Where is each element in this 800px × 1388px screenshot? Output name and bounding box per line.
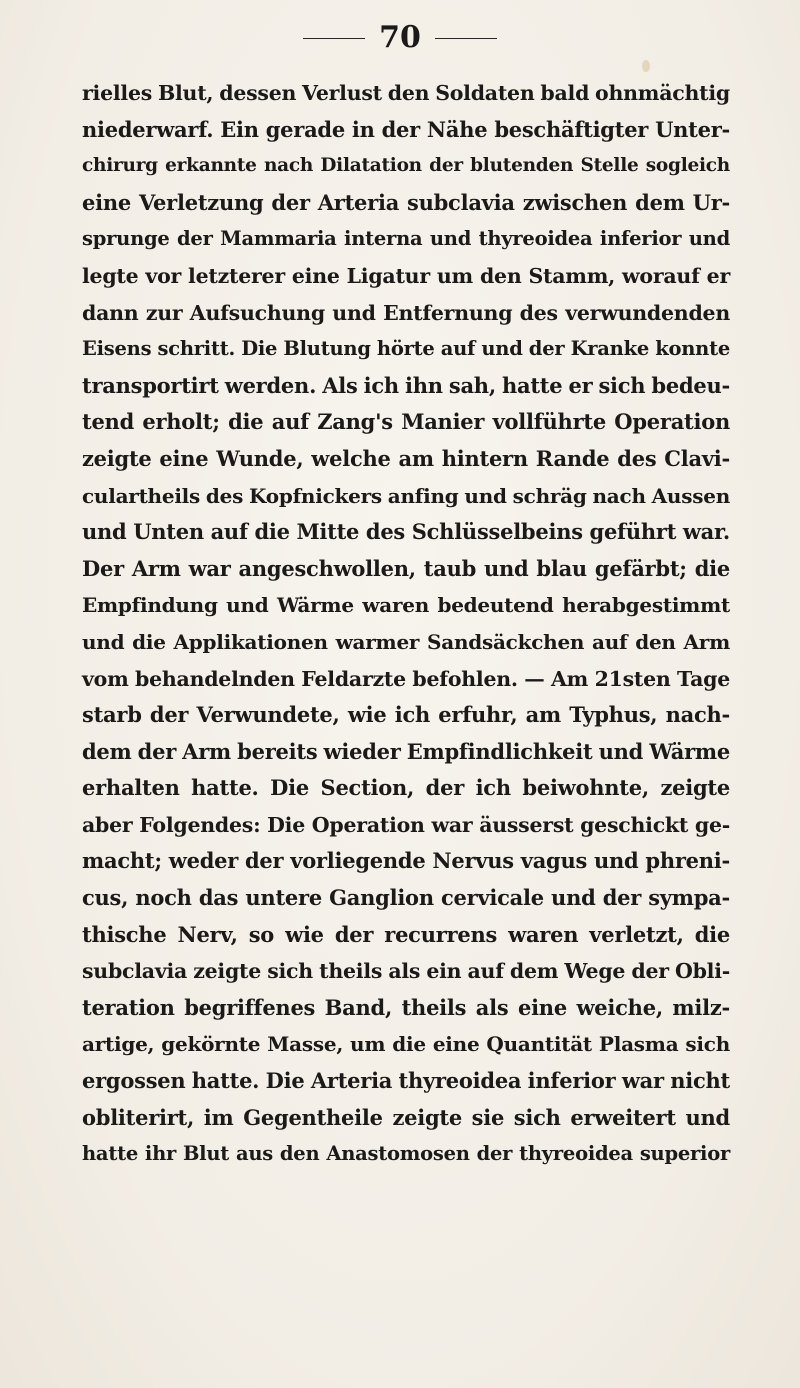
text-line: hatte ihr Blut aus den Anastomosen der thyreoidea superior bbox=[82, 1142, 730, 1166]
text-line: zeigte eine Wunde, welche am hintern Rande des Clavi- bbox=[82, 445, 730, 471]
text-line: Der Arm war angeschwollen, taub und blau gefärbt; die bbox=[82, 555, 730, 581]
text-line: und Unten auf die Mitte des Schlüsselbeins geführt war. bbox=[82, 519, 730, 545]
text-line: sprunge der Mammaria interna und thyreoidea inferior und bbox=[82, 227, 730, 251]
text-line: erhalten hatte. Die Section, der ich beiwohnte, zeigte bbox=[82, 775, 730, 801]
text-line: subclavia zeigte sich theils als ein auf dem Wege der Obli- bbox=[82, 959, 730, 984]
text-line: legte vor letzterer eine Ligatur um den Stamm, worauf er bbox=[82, 263, 730, 288]
text-line: vom behandelnden Feldarzte befohlen. — Am 21sten Tage bbox=[82, 666, 730, 691]
text-line: rielles Blut, dessen Verlust den Soldaten bald ohnmächtig bbox=[82, 81, 730, 105]
text-line: artige, gekörnte Masse, um die eine Quantität Plasma sich bbox=[82, 1032, 730, 1057]
text-line: teration begriffenes Band, theils als eine weiche, milz- bbox=[82, 994, 730, 1020]
text-line: thische Nerv, so wie der recurrens waren verletzt, die bbox=[82, 921, 730, 947]
text-line: culartheils des Kopfnickers anfing und schräg nach Aussen bbox=[82, 483, 730, 508]
text-line: cus, noch das untere Ganglion cervicale und der sympa- bbox=[82, 885, 730, 911]
text-line: niederwarf. Ein gerade in der Nähe beschäftigter Unter- bbox=[82, 116, 730, 142]
text-line: Eisens schritt. Die Blutung hörte auf und der Kranke konnte bbox=[82, 337, 730, 361]
text-line: tend erholt; die auf Zang's Manier vollführte Operation bbox=[82, 409, 730, 435]
page-number: 70 bbox=[379, 20, 421, 55]
text-line: dann zur Aufsuchung und Entfernung des verwundenden bbox=[82, 300, 730, 325]
text-line: macht; weder der vorliegende Nervus vagus und phreni- bbox=[82, 848, 730, 874]
text-line: obliterirt, im Gegentheile zeigte sie sich erweitert und bbox=[82, 1104, 730, 1130]
text-line: dem der Arm bereits wieder Empfindlichkeit und Wärme bbox=[82, 738, 730, 764]
text-line: Empfindung und Wärme waren bedeutend herabgestimmt bbox=[82, 593, 730, 618]
text-line: und die Applikationen warmer Sandsäckchen auf den Arm bbox=[82, 629, 730, 654]
text-line: transportirt werden. Als ich ihn sah, hatte er sich bedeu- bbox=[82, 372, 730, 398]
text-line: starb der Verwundete, wie ich erfuhr, am Typhus, nach- bbox=[82, 702, 730, 728]
text-line: aber Folgendes: Die Operation war äusserst geschickt ge- bbox=[82, 812, 730, 837]
text-line: chirurg erkannte nach Dilatation der blutenden Stelle sogleich bbox=[82, 155, 730, 177]
text-line: eine Verletzung der Arteria subclavia zwischen dem Ur- bbox=[82, 189, 730, 215]
header-rule-left bbox=[303, 38, 365, 39]
page-header bbox=[0, 18, 800, 58]
body-text bbox=[82, 75, 730, 1173]
paper-stain bbox=[642, 60, 650, 72]
text-line: ergossen hatte. Die Arteria thyreoidea inferior war nicht bbox=[82, 1068, 730, 1094]
header-rule-right bbox=[435, 38, 497, 39]
